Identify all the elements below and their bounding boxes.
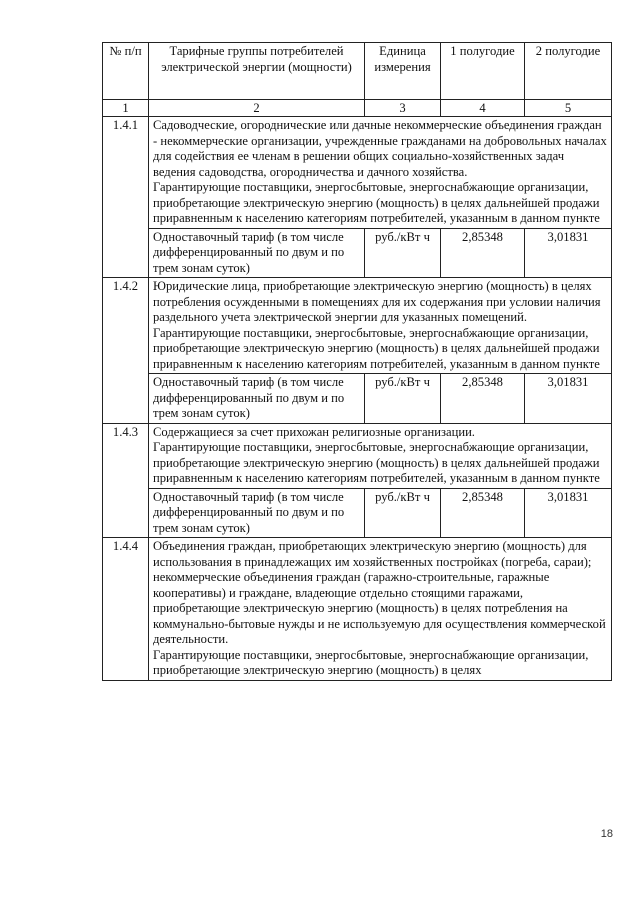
page-number: 18 bbox=[600, 828, 613, 840]
row-description bbox=[149, 423, 612, 488]
table-row bbox=[103, 423, 612, 488]
column-number: 4 bbox=[441, 100, 525, 117]
row-number: 1.4.4 bbox=[103, 538, 149, 681]
tariff-unit: руб./кВт ч bbox=[365, 488, 441, 538]
supplier-description: Гарантирующие поставщики, энергосбытовые, энергоснабжающие организации, приобретающие электрическую энергию (мощность) в целях дальнейшей продажи приравненным к населению категориям потребителей, указанным в данном пункте bbox=[153, 440, 600, 485]
consumer-description: Юридические лица, приобретающие электрическую энергию (мощность) в целях потребления осужденными в помещениях для их содержания при условии наличия раздельного учета электрической энергии для указанных помещений. bbox=[153, 279, 601, 324]
supplier-description: Гарантирующие поставщики, энергосбытовые, энергоснабжающие организации, приобретающие электрическую энергию (мощность) в целях дальнейшей продажи приравненным к населению категориям потребителей, указанным в данном пункте bbox=[153, 180, 600, 225]
tariff-second-half: 3,01831 bbox=[525, 228, 612, 278]
tariff-first-half: 2,85348 bbox=[441, 228, 525, 278]
tariff-name: Одноставочный тариф (в том числе дифференцированный по двум и по трем зонам суток) bbox=[149, 488, 365, 538]
table-row bbox=[103, 538, 612, 681]
tariff-row bbox=[103, 374, 612, 424]
tariff-unit: руб./кВт ч bbox=[365, 228, 441, 278]
supplier-description: Гарантирующие поставщики, энергосбытовые, энергоснабжающие организации, приобретающие электрическую энергию (мощность) в целях bbox=[153, 647, 589, 677]
table-header-row bbox=[103, 43, 612, 100]
consumer-description: Садоводческие, огороднические или дачные некоммерческие объединения граждан - некоммерческие организации, учрежденные гражданами на добровольных началах для содействия ее членам в решении общих социально-хозяйственных задач ведения садоводства, огородничества и дачного хозяйства. bbox=[153, 118, 607, 179]
tariff-first-half: 2,85348 bbox=[441, 374, 525, 424]
header-number: № п/п bbox=[103, 43, 149, 100]
row-number: 1.4.1 bbox=[103, 117, 149, 278]
row-number: 1.4.2 bbox=[103, 278, 149, 424]
row-description bbox=[149, 538, 612, 681]
tariff-table bbox=[102, 42, 612, 681]
tariff-row bbox=[103, 228, 612, 278]
row-description bbox=[149, 278, 612, 374]
column-number-row bbox=[103, 100, 612, 117]
column-number: 3 bbox=[365, 100, 441, 117]
tariff-unit: руб./кВт ч bbox=[365, 374, 441, 424]
consumer-description: Объединения граждан, приобретающих электрическую энергию (мощность) для использования в принадлежащих им хозяйственных постройках (погреба, сараи); некоммерческие объединения граждан (гаражно-строительные, гаражные кооперативы) и граждане, владеющие отдельно стоящими гаражами, приобретающие электрическую энергию (мощность) в целях потребления на коммунально-бытовые нужды и не используемую для осуществления коммерческой деятельности. bbox=[153, 539, 606, 646]
row-description bbox=[149, 117, 612, 229]
header-first-half: 1 полугодие bbox=[441, 43, 525, 100]
table-row bbox=[103, 278, 612, 374]
tariff-first-half: 2,85348 bbox=[441, 488, 525, 538]
row-number: 1.4.3 bbox=[103, 423, 149, 538]
tariff-second-half: 3,01831 bbox=[525, 374, 612, 424]
table-row bbox=[103, 117, 612, 229]
header-consumer-group: Тарифные группы потребителей электрической энергии (мощности) bbox=[149, 43, 365, 100]
header-unit: Единица измерения bbox=[365, 43, 441, 100]
header-second-half: 2 полугодие bbox=[525, 43, 612, 100]
tariff-name: Одноставочный тариф (в том числе дифференцированный по двум и по трем зонам суток) bbox=[149, 228, 365, 278]
column-number: 2 bbox=[149, 100, 365, 117]
tariff-row bbox=[103, 488, 612, 538]
tariff-name: Одноставочный тариф (в том числе дифференцированный по двум и по трем зонам суток) bbox=[149, 374, 365, 424]
column-number: 5 bbox=[525, 100, 612, 117]
supplier-description: Гарантирующие поставщики, энергосбытовые, энергоснабжающие организации, приобретающие электрическую энергию (мощность) в целях дальнейшей продажи приравненным к населению категориям потребителей, указанным в данном пункте bbox=[153, 325, 600, 371]
column-number: 1 bbox=[103, 100, 149, 117]
consumer-description: Содержащиеся за счет прихожан религиозные организации. bbox=[153, 424, 475, 439]
tariff-second-half: 3,01831 bbox=[525, 488, 612, 538]
